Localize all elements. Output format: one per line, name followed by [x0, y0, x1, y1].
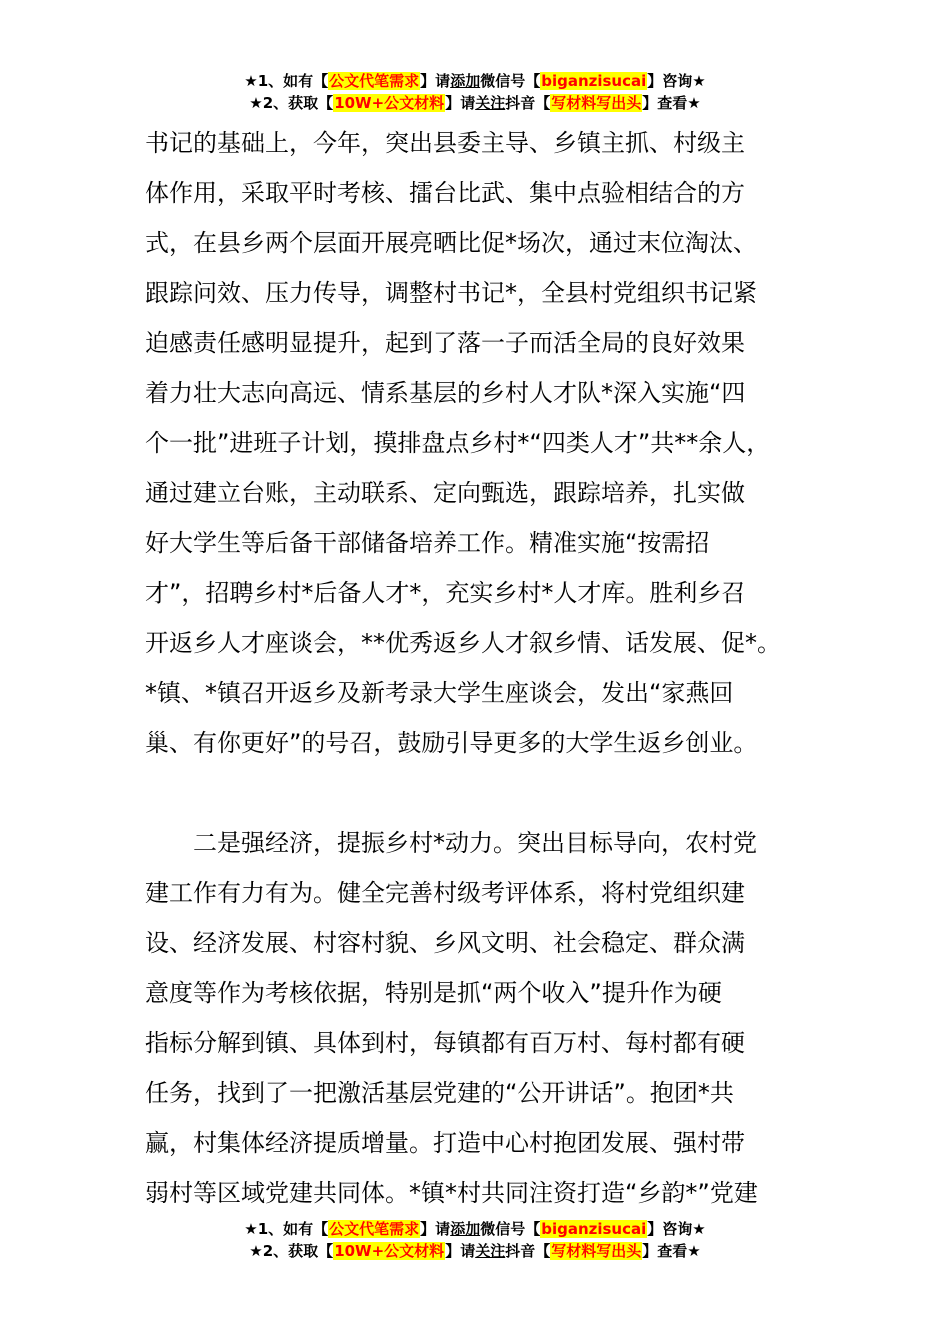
- text-line: 指标分解到镇、具体到村，每镇都有百万村、每村都有硬: [145, 1029, 745, 1057]
- banner-line-1: [0, 1218, 950, 1240]
- underlined-text: 添加: [450, 72, 481, 90]
- text-line: 意度等作为考核依据，特别是抓“两个收入”提升作为硬: [145, 979, 722, 1007]
- star-icon: ★: [249, 1242, 263, 1260]
- banner-text: 2、获取【: [262, 1242, 334, 1260]
- text-line: 开返乡人才座谈会，**优秀返乡人才叙乡情、话发展、促*。: [145, 629, 781, 657]
- banner-text: 】请: [445, 1242, 476, 1260]
- star-icon: ★: [249, 94, 263, 112]
- banner-text: 2、获取【: [262, 94, 334, 112]
- banner-text: 1、如有【: [257, 72, 329, 90]
- banner-text: 】请: [420, 72, 451, 90]
- banner-text: 】咨询★: [647, 1220, 706, 1238]
- text-line: *镇、*镇召开返乡及新考录大学生座谈会，发出“家燕回: [145, 679, 734, 707]
- text-line: 才”，招聘乡村*后备人才*，充实乡村*人才库。胜利乡召: [145, 579, 746, 607]
- banner-text: 】请: [420, 1220, 451, 1238]
- star-icon: ★: [244, 1220, 258, 1238]
- text-line: 弱村等区域党建共同体。*镇*村共同注资打造“乡韵*”党建: [145, 1179, 758, 1207]
- highlight-materials: 10W+公文材料: [334, 94, 445, 112]
- banner-line-2: [0, 1240, 950, 1262]
- banner-text: 微信号【: [480, 1220, 541, 1238]
- banner-text: 】查看★: [642, 1242, 701, 1260]
- footer-banner: [0, 1218, 950, 1262]
- text-line: 跟踪问效、压力传导，调整村书记*，全县村党组织书记紧: [145, 279, 757, 307]
- banner-text: 】查看★: [642, 94, 701, 112]
- paragraph-2: [145, 818, 835, 1218]
- highlight-douyin-id: 写材料写出头: [551, 94, 642, 112]
- text-line: 个一批”进班子计划，摸排盘点乡村*“四类人才”共**余人，: [145, 429, 771, 457]
- text-line: 通过建立台账，主动联系、定向甄选，跟踪培养，扎实做: [145, 479, 745, 507]
- text-line: 好大学生等后备干部储备培养工作。精准实施“按需招: [145, 529, 710, 557]
- text-line: 体作用，采取平时考核、擂台比武、集中点验相结合的方: [145, 179, 745, 207]
- text-line: 建工作有力有为。健全完善村级考评体系，将村党组织建: [145, 879, 745, 907]
- star-icon: ★: [244, 72, 258, 90]
- text-line: 二是强经济，提振乡村*动力。突出目标导向，农村党: [145, 829, 757, 857]
- paragraph-1: [145, 118, 835, 768]
- banner-text: 抖音【: [505, 1242, 551, 1260]
- banner-text: 】咨询★: [647, 72, 706, 90]
- text-line: 书记的基础上，今年，突出县委主导、乡镇主抓、村级主: [145, 129, 745, 157]
- underlined-text: 添加: [450, 1220, 481, 1238]
- header-banner: [0, 70, 950, 114]
- text-line: 任务，找到了一把激活基层党建的“公开讲话”。抱团*共: [145, 1079, 734, 1107]
- text-line: 式，在县乡两个层面开展亮晒比促*场次，通过末位淘汰、: [145, 229, 757, 257]
- highlight-douyin-id: 写材料写出头: [551, 1242, 642, 1260]
- paragraph-gap: [145, 768, 835, 818]
- text-line: 迫感责任感明显提升，起到了落一子而活全局的良好效果: [145, 329, 745, 357]
- banner-line-1: [0, 70, 950, 92]
- text-line: 设、经济发展、村容村貌、乡风文明、社会稳定、群众满: [145, 929, 745, 957]
- highlight-wechat-id: biganzisucai: [541, 1220, 647, 1238]
- text-line: 赢，村集体经济提质增量。打造中心村抱团发展、强村带: [145, 1129, 745, 1157]
- text-line: 着力壮大志向高远、情系基层的乡村人才队*深入实施“四: [145, 379, 746, 407]
- highlight-materials: 10W+公文材料: [334, 1242, 445, 1260]
- banner-line-2: [0, 92, 950, 114]
- highlight-service: 公文代笔需求: [329, 1220, 420, 1238]
- document-body: [145, 118, 835, 1218]
- text-line: 巢、有你更好”的号召，鼓励引导更多的大学生返乡创业。: [145, 729, 758, 757]
- banner-text: 1、如有【: [257, 1220, 329, 1238]
- banner-text: 】请: [445, 94, 476, 112]
- banner-text: 抖音【: [505, 94, 551, 112]
- highlight-wechat-id: biganzisucai: [541, 72, 647, 90]
- underlined-text: 关注: [475, 1242, 506, 1260]
- underlined-text: 关注: [475, 94, 506, 112]
- banner-text: 微信号【: [480, 72, 541, 90]
- highlight-service: 公文代笔需求: [329, 72, 420, 90]
